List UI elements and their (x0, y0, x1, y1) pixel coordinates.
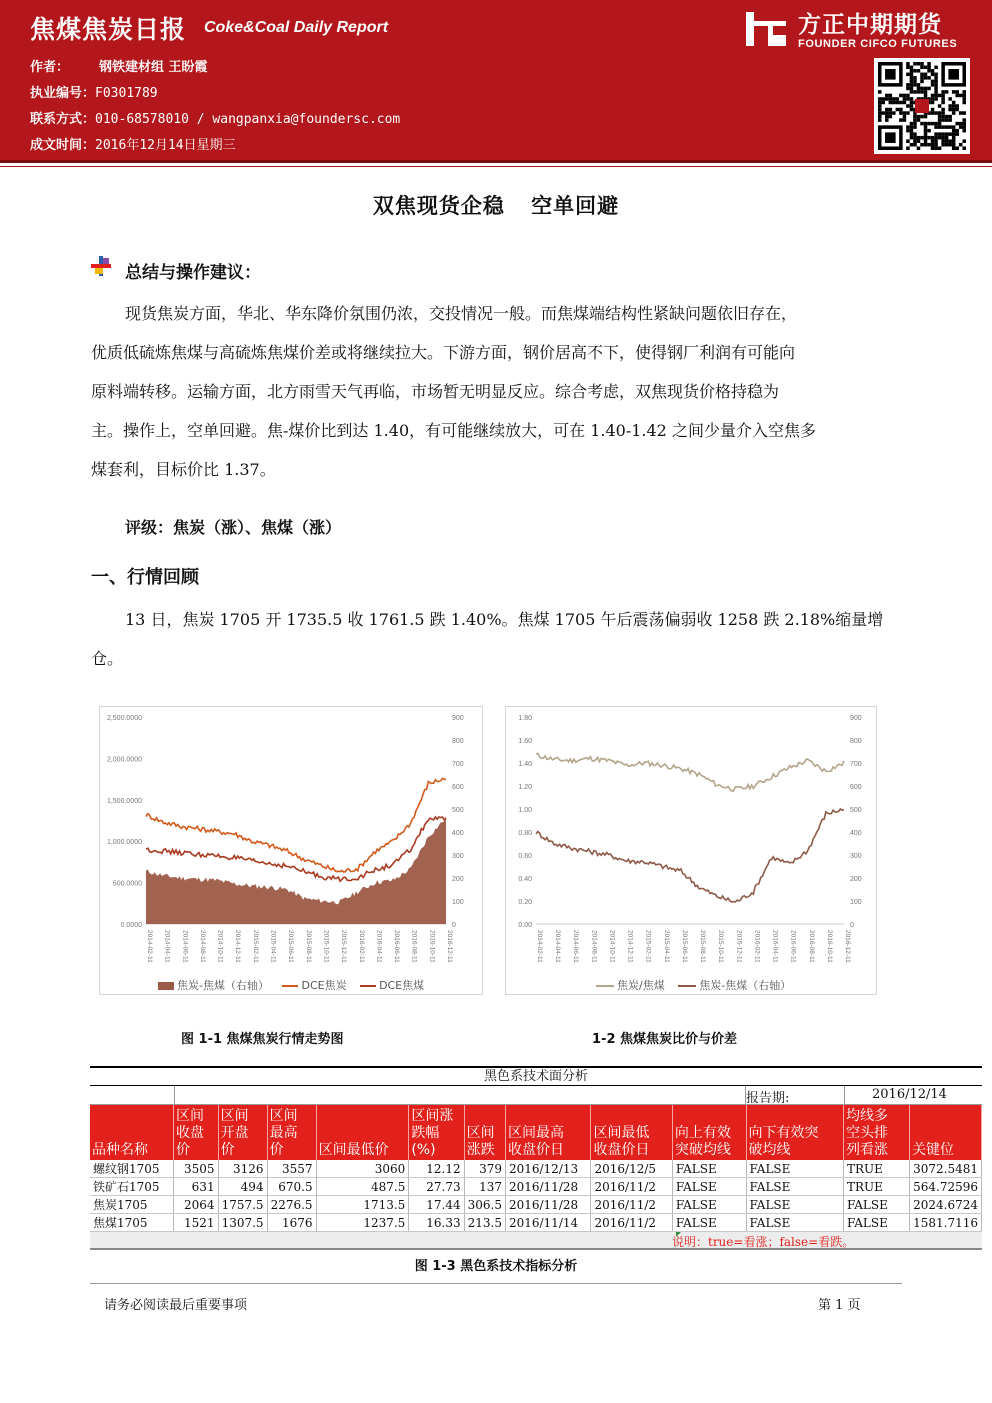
series-area-0 (146, 816, 446, 924)
series-line-1 (146, 778, 446, 872)
table-row (90, 1196, 982, 1214)
founder-logo-icon (744, 8, 788, 48)
table-cell: 铁矿石1705 (90, 1178, 173, 1196)
column-header-text: 区间 (220, 1108, 249, 1124)
chart-2-caption: 1-2 焦煤焦炭比价与价差 (592, 1032, 738, 1047)
x-tick-label: 2014-10-11 (608, 930, 616, 963)
chart-ratio-spread (505, 706, 877, 995)
column-header-text: 价 (220, 1142, 235, 1158)
header-rule-thin (0, 166, 992, 167)
x-tick-label: 2016-08-11 (807, 930, 815, 963)
x-tick-label: 2015-08-11 (699, 930, 707, 963)
chart-1-caption: 图 1-1 焦煤焦炭行情走势图 (181, 1032, 344, 1047)
tech-table (90, 1105, 982, 1232)
y-left-tick-label: 1.00 (518, 807, 532, 814)
column-header-text: 区间 (466, 1125, 495, 1141)
table-header-row (90, 1105, 982, 1160)
header-rule (0, 160, 992, 163)
x-tick-label: 2014-04-11 (554, 930, 562, 963)
table-cell: 487.5 (316, 1178, 409, 1196)
license-label: 执业编号： (30, 86, 96, 101)
legend-swatch-ratio (596, 985, 614, 987)
x-tick-label: 2014-06-11 (181, 930, 189, 963)
column-header-text: 开盘 (220, 1125, 249, 1141)
table-cell: 213.5 (464, 1214, 505, 1232)
y-right-tick-label: 700 (452, 761, 464, 768)
contact-label: 联系方式： (30, 112, 96, 127)
column-header (910, 1105, 982, 1160)
table-cell: 1713.5 (316, 1196, 409, 1214)
y-right-tick-label: 900 (452, 715, 464, 722)
y-right-tick-label: 800 (850, 738, 862, 745)
summary-line: 主。操作上，空单回避。焦-煤价比到达 1.40，有可能继续放大，可在 1.40-1.42 之间少量介入空焦多 (91, 421, 816, 440)
y-right-tick-label: 600 (850, 784, 862, 791)
report-subtitle: Coke&Coal Daily Report (204, 19, 389, 36)
table-cell: FALSE (672, 1160, 746, 1178)
x-tick-label: 2015-10-11 (717, 930, 725, 963)
table-cell: 1521 (173, 1214, 218, 1232)
table-cell: TRUE (843, 1178, 909, 1196)
column-header (591, 1105, 672, 1160)
column-header-text: 最高 (269, 1125, 298, 1141)
x-tick-label: 2014-12-11 (626, 930, 634, 963)
table-note: 说明：true=看涨；false=看跌。 (672, 1235, 855, 1249)
x-tick-label: 2014-04-11 (163, 930, 171, 963)
column-header-text: 突破均线 (674, 1142, 731, 1158)
x-tick-label: 2014-02-11 (146, 930, 153, 963)
table-cell: 焦炭1705 (90, 1196, 173, 1214)
column-header-text: (%) (411, 1142, 436, 1158)
y-left-tick-label: 0.40 (518, 876, 532, 883)
y-right-tick-label: 500 (850, 807, 862, 814)
market-review-heading: 一、行情回顾 (91, 567, 199, 588)
x-tick-label: 2016-02-11 (357, 930, 365, 963)
x-tick-label: 2015-02-11 (644, 930, 652, 963)
legend-label: 焦炭/焦煤 (617, 979, 665, 992)
qr-code-icon[interactable] (874, 58, 970, 154)
y-left-tick-label: 0.60 (518, 853, 532, 860)
author-label: 作者： (30, 60, 70, 75)
column-header-text: 向下有效突 (748, 1125, 819, 1141)
y-right-tick-label: 500 (452, 807, 464, 814)
x-tick-label: 2016-06-11 (789, 930, 797, 963)
table-cell: 670.5 (267, 1178, 316, 1196)
brand-name-cn: 方正中期期货 (798, 12, 942, 38)
table-cell: 2016/11/14 (505, 1214, 591, 1232)
y-right-tick-label: 200 (452, 876, 464, 883)
footer-rule (90, 1283, 902, 1284)
table-cell: 3557 (267, 1160, 316, 1178)
table-cell: 1757.5 (218, 1196, 267, 1214)
report-period-value: 2016/12/14 (872, 1087, 947, 1102)
table-cell: 1581.7116 (910, 1214, 982, 1232)
x-tick-label: 2016-04-11 (771, 930, 779, 963)
table-cell: 27.73 (409, 1178, 464, 1196)
legend-swatch-coke (282, 985, 298, 987)
table-cell: FALSE (843, 1214, 909, 1232)
table-cell: 2016/12/5 (591, 1160, 672, 1178)
y-left-tick-label: 1,500.0000 (106, 797, 142, 805)
table-cell: 494 (218, 1178, 267, 1196)
report-period-row (90, 1086, 982, 1105)
date-value: 2016年12月14日星期三 (95, 138, 236, 153)
column-header-text: 价 (175, 1142, 190, 1158)
x-tick-label: 2015-12-11 (340, 930, 348, 963)
y-right-tick-label: 600 (452, 784, 464, 791)
column-header-text: 向上有效 (674, 1125, 731, 1141)
document-title: 双焦现货企稳 空单回避 (372, 194, 620, 218)
y-right-tick-label: 300 (850, 853, 862, 860)
table-cell: 2016/11/28 (505, 1178, 591, 1196)
report-title: 焦煤焦炭日报 (30, 15, 187, 44)
legend-label: DCE焦煤 (379, 979, 425, 992)
column-header-text: 收盘价日 (507, 1142, 564, 1158)
y-left-tick-label: 0.00 (518, 922, 532, 929)
author-value: 钢铁建材组 王盼霞 (99, 60, 208, 75)
column-header-text: 品种名称 (92, 1142, 148, 1158)
x-tick-label: 2015-12-11 (735, 930, 743, 963)
x-tick-label: 2014-12-11 (234, 930, 242, 963)
column-header (464, 1105, 505, 1160)
table-cell: 3060 (316, 1160, 409, 1178)
table-cell: 137 (464, 1178, 505, 1196)
date-label: 成文时间： (30, 138, 96, 153)
x-tick-label: 2014-08-11 (198, 930, 206, 963)
table-cell: 379 (464, 1160, 505, 1178)
column-header-text: 区间最低 (593, 1125, 650, 1141)
x-tick-label: 2015-04-11 (269, 930, 277, 963)
x-tick-label: 2014-10-11 (216, 930, 224, 963)
table-body (90, 1160, 982, 1232)
chart-2-svg (506, 707, 878, 996)
table-cell: FALSE (672, 1214, 746, 1232)
table-cell: FALSE (672, 1178, 746, 1196)
chart-coke-coal-trend (99, 706, 483, 995)
table-cell: FALSE (746, 1160, 843, 1178)
y-left-tick-label: 2,000.0000 (106, 756, 142, 764)
y-left-tick-label: 1.80 (518, 715, 532, 722)
report-header (0, 0, 992, 160)
legend-label: 焦炭-焦煤（右轴） (699, 979, 792, 992)
rating-line: 评级：焦炭（涨）、焦煤（涨） (125, 518, 342, 537)
market-review-paragraph (91, 600, 903, 678)
x-tick-label: 2015-06-11 (287, 930, 295, 963)
review-line: 仓。 (91, 649, 124, 668)
column-header-text: 关键位 (912, 1142, 955, 1158)
legend-swatch-spread (678, 985, 696, 987)
table-cell: 631 (173, 1178, 218, 1196)
table-cell: FALSE (746, 1196, 843, 1214)
table-cell: 2016/11/28 (505, 1196, 591, 1214)
y-right-tick-label: 100 (452, 899, 464, 906)
column-header-text: 区间最高 (507, 1125, 564, 1141)
table-row (90, 1178, 982, 1196)
x-tick-label: 2015-02-11 (251, 930, 259, 963)
legend-label: 焦炭-焦煤（右轴） (177, 979, 269, 992)
column-header-text: 列看涨 (845, 1142, 888, 1158)
summary-line: 煤套利，目标价比 1.37。 (91, 460, 276, 479)
table-cell: 16.33 (409, 1214, 464, 1232)
column-header (316, 1105, 409, 1160)
column-header-text: 区间涨 (411, 1108, 454, 1124)
summary-line: 优质低硫炼焦煤与高硫炼焦煤价差或将继续拉大。下游方面，钢价居高不下，使得钢厂利润有可能向 (91, 343, 796, 362)
summary-line: 原料端转移。运输方面，北方雨雪天气再临，市场暂无明显反应。综合考虑，双焦现货价格持稳为 (91, 382, 780, 401)
y-left-tick-label: 0.0000 (120, 922, 142, 929)
column-header (843, 1105, 909, 1160)
table-title: 黑色系技术面分析 (90, 1066, 982, 1086)
column-header-text: 价 (269, 1142, 284, 1158)
table-cell: 1307.5 (218, 1214, 267, 1232)
y-right-tick-label: 200 (850, 876, 862, 883)
column-header (409, 1105, 464, 1160)
column-header-text: 涨跌 (466, 1142, 495, 1158)
column-header (746, 1105, 843, 1160)
summary-heading: 总结与操作建议： (125, 263, 261, 283)
table-cell: FALSE (746, 1214, 843, 1232)
column-header (173, 1105, 218, 1160)
brand-name-en: FOUNDER CIFCO FUTURES (798, 38, 958, 50)
table-note-row (90, 1232, 982, 1250)
x-tick-label: 2016-04-11 (375, 930, 383, 963)
x-tick-label: 2015-10-11 (322, 930, 330, 963)
chart-2-legend (586, 977, 791, 993)
review-line: 13 日，焦炭 1705 开 1735.5 收 1761.5 跌 1.40%。焦煤 1705 午后震荡偏弱收 1258 跌 2.18%缩量增 (125, 610, 884, 629)
column-header-text: 空头排 (845, 1125, 888, 1141)
column-header-text: 区间最低价 (318, 1142, 389, 1158)
divider (174, 1086, 175, 1105)
y-right-tick-label: 400 (452, 830, 464, 837)
table-cell: 2016/11/2 (591, 1178, 672, 1196)
table-cell: 2276.5 (267, 1196, 316, 1214)
column-header-text: 破均线 (748, 1142, 791, 1158)
y-right-tick-label: 300 (452, 853, 464, 860)
table-cell: FALSE (672, 1196, 746, 1214)
y-right-tick-label: 100 (850, 899, 862, 906)
legend-swatch-spread (158, 982, 174, 990)
y-right-tick-label: 0 (452, 922, 456, 929)
legend-swatch-coal (360, 985, 376, 987)
y-right-tick-label: 700 (850, 761, 862, 768)
x-tick-label: 2015-06-11 (680, 930, 688, 963)
table-row (90, 1214, 982, 1232)
report-period-label: 报告期: (746, 1091, 790, 1106)
column-header-text: 收盘价日 (593, 1142, 650, 1158)
x-tick-label: 2015-08-11 (304, 930, 312, 963)
summary-line: 现货焦炭方面，华北、华东降价氛围仍浓，交投情况一般。而焦煤端结构性紧缺问题依旧存在， (125, 304, 798, 323)
column-header (90, 1105, 173, 1160)
table-cell: TRUE (843, 1160, 909, 1178)
y-right-tick-label: 400 (850, 830, 862, 837)
x-tick-label: 2016-08-11 (410, 930, 418, 963)
y-left-tick-label: 0.20 (518, 899, 532, 906)
legend-label: DCE焦炭 (301, 979, 347, 992)
x-tick-label: 2014-02-11 (536, 930, 543, 963)
summary-paragraph (91, 294, 903, 489)
table-cell: 3072.5481 (910, 1160, 982, 1178)
column-header-text: 均线多 (845, 1108, 888, 1124)
y-right-tick-label: 0 (850, 922, 854, 929)
table-row (90, 1160, 982, 1178)
column-header-text: 区间 (175, 1108, 204, 1124)
column-header (505, 1105, 591, 1160)
series-line-1 (536, 809, 844, 902)
contact-line (30, 108, 400, 127)
license-line (30, 82, 158, 101)
y-left-tick-label: 1.60 (518, 738, 532, 745)
column-header (672, 1105, 746, 1160)
y-right-tick-label: 800 (452, 738, 464, 745)
series-line-0 (536, 753, 844, 791)
table-cell: 2024.6724 (910, 1196, 982, 1214)
column-header-text: 跌幅 (411, 1125, 440, 1141)
x-tick-label: 2016-12-11 (446, 930, 453, 963)
table-cell: FALSE (746, 1178, 843, 1196)
table-cell: 2016/12/13 (505, 1160, 591, 1178)
x-tick-label: 2016-10-11 (825, 930, 833, 963)
table-cell: FALSE (843, 1196, 909, 1214)
y-left-tick-label: 2,500.0000 (106, 715, 142, 722)
page-number: 第 1 页 (818, 1298, 861, 1313)
x-tick-label: 2016-12-11 (844, 930, 851, 963)
date-line (30, 134, 236, 153)
tech-analysis-table (90, 1066, 982, 1250)
x-tick-label: 2016-02-11 (753, 930, 761, 963)
footer-disclaimer[interactable]: 请务必阅读最后重要事项 (104, 1298, 248, 1313)
table-cell: 3126 (218, 1160, 267, 1178)
table-cell: 2064 (173, 1196, 218, 1214)
table-cell: 12.12 (409, 1160, 464, 1178)
x-tick-label: 2014-08-11 (590, 930, 598, 963)
column-header-text: 收盘 (175, 1125, 204, 1141)
x-tick-label: 2015-04-11 (662, 930, 670, 963)
table-cell: 焦煤1705 (90, 1214, 173, 1232)
column-header (218, 1105, 267, 1160)
divider (844, 1086, 845, 1105)
x-tick-label: 2016-06-11 (393, 930, 401, 963)
license-value: F0301789 (95, 86, 158, 101)
table-cell: 2016/11/2 (591, 1196, 672, 1214)
contact-value[interactable]: 010-68578010 / wangpanxia@foundersc.com (95, 112, 401, 127)
y-left-tick-label: 500.0000 (112, 880, 142, 888)
table-cell: 564.72596 (910, 1178, 982, 1196)
section-bullet-icon (91, 256, 111, 276)
x-tick-label: 2014-06-11 (572, 930, 580, 963)
chart-1-legend (148, 977, 424, 993)
table-caption: 图 1-3 黑色系技术指标分析 (414, 1259, 578, 1274)
table-cell: 1676 (267, 1214, 316, 1232)
table-cell: 3505 (173, 1160, 218, 1178)
chart-1-svg (100, 707, 484, 996)
y-left-tick-label: 1.20 (518, 784, 532, 791)
table-cell: 2016/11/2 (591, 1214, 672, 1232)
column-header-text: 区间 (269, 1108, 298, 1124)
y-left-tick-label: 1.40 (518, 761, 532, 768)
table-cell: 1237.5 (316, 1214, 409, 1232)
table-cell: 306.5 (464, 1196, 505, 1214)
x-tick-label: 2016-10-11 (428, 930, 436, 963)
table-cell: 螺纹钢1705 (90, 1160, 173, 1178)
column-header (267, 1105, 316, 1160)
author-line (30, 56, 208, 75)
y-left-tick-label: 1,000.0000 (106, 839, 142, 847)
table-cell: 17.44 (409, 1196, 464, 1214)
y-left-tick-label: 0.80 (518, 830, 532, 837)
y-right-tick-label: 900 (850, 715, 862, 722)
